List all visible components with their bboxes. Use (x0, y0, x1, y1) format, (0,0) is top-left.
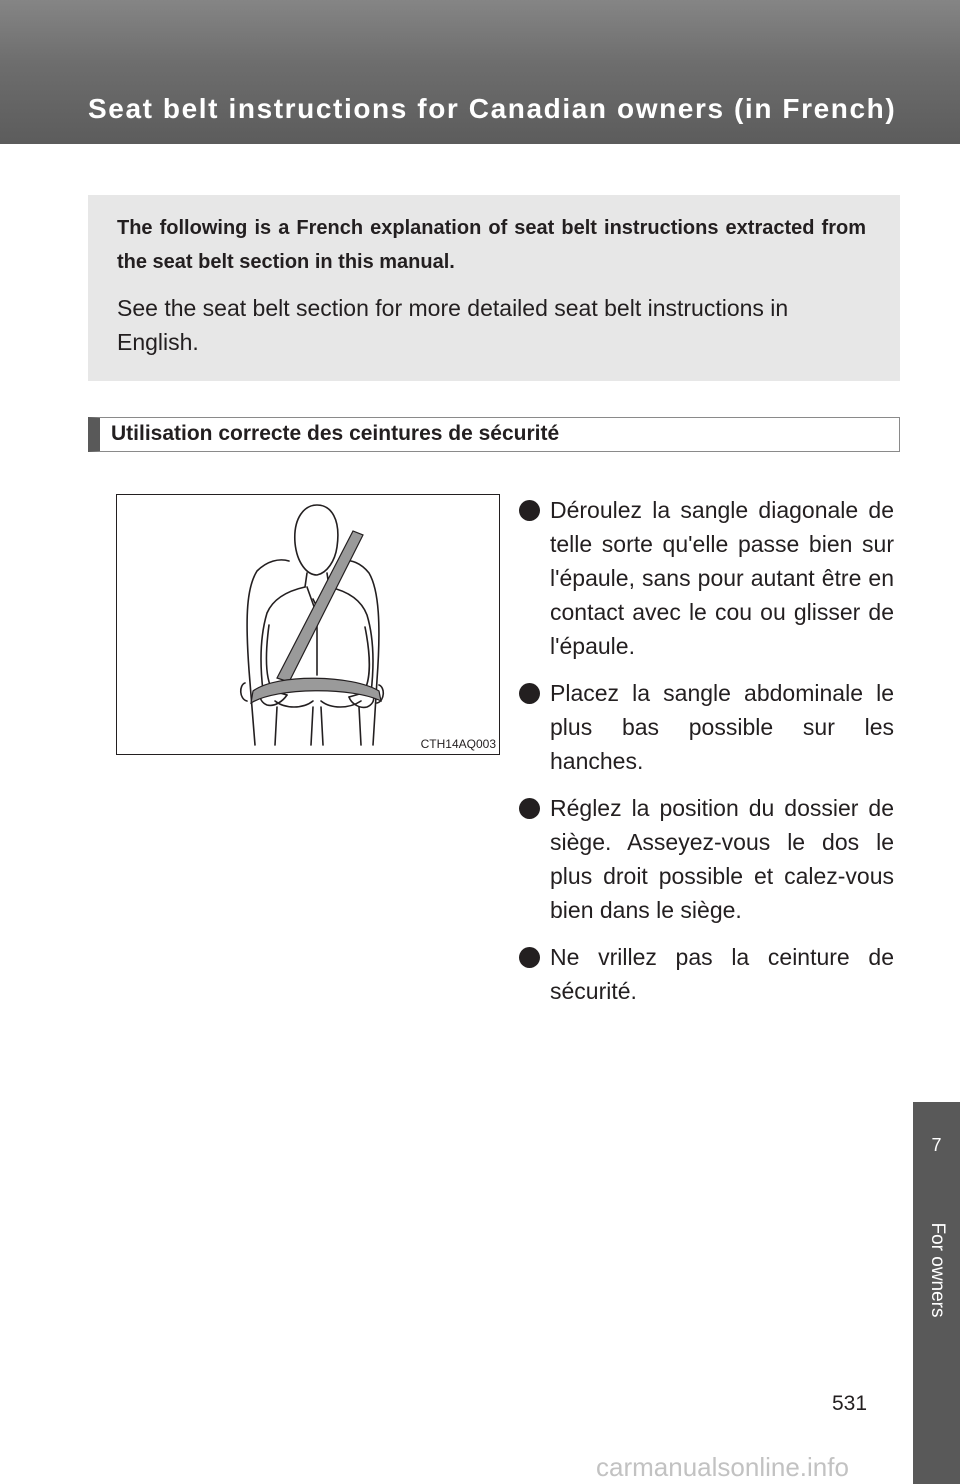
intro-bold-text: The following is a French explanation of seat belt instructions extracted from the seat belt section in this manual. (117, 217, 866, 273)
bullet-icon (519, 798, 540, 819)
list-item (519, 791, 894, 927)
lap-belt (251, 678, 381, 703)
bullet-text: Déroulez la sangle diagonale de telle sorte qu'elle passe bien sur l'épaule, sans pour autant être en contact avec le cou ou glisser de l'épaule. (550, 497, 894, 659)
chapter-label: For owners (927, 1222, 948, 1318)
section-heading: Utilisation correcte des ceintures de sécurité (88, 417, 900, 452)
list-item (519, 493, 894, 663)
bullet-text: Ne vrillez pas la ceinture de sécurité. (550, 944, 894, 1004)
watermark: carmanualsonline.info (596, 1452, 849, 1482)
shoulder-belt (277, 531, 363, 682)
list-item (519, 940, 894, 1008)
bullet-icon (519, 500, 540, 521)
chapter-number: 7 (931, 1135, 942, 1155)
page-title: Seat belt instructions for Canadian owners (in French) (88, 93, 897, 124)
bullet-text: Placez la sangle abdominale le plus bas possible sur les hanches. (550, 680, 894, 774)
figure-code: CTH14AQ003 (420, 737, 496, 751)
bullet-icon (519, 947, 540, 968)
bullet-icon (519, 683, 540, 704)
seated-person-drawing (117, 495, 498, 753)
list-item (519, 676, 894, 778)
intro-box (88, 195, 900, 381)
bullet-text: Réglez la position du dossier de siège. Asseyez-vous le dos le plus droit possible et calez-vous bien dans le siège. (550, 795, 894, 923)
page-number: 531 (832, 1392, 868, 1415)
instruction-list (519, 493, 894, 1021)
intro-normal-text: See the seat belt section for more detailed seat belt instructions in English. (117, 295, 789, 355)
seat-belt-illustration (116, 494, 500, 755)
